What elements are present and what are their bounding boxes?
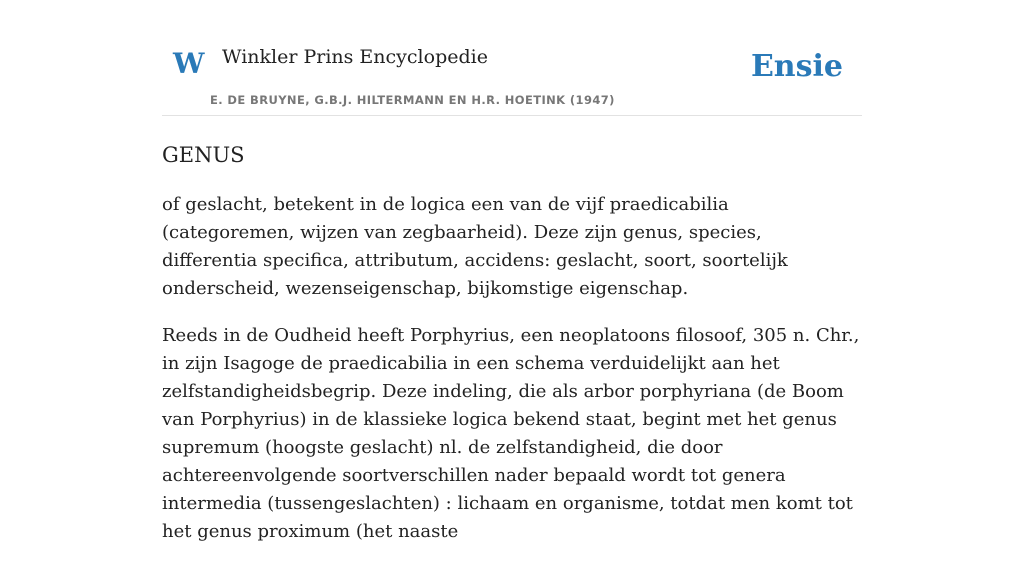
article-body (162, 191, 862, 546)
source-header (162, 0, 862, 116)
article-paragraph: of geslacht, betekent in de logica een van de vijf praedicabilia (categoremen, wijzen van zegbaarheid). Deze zijn genus, species, differentia specifica, attributum, accidens: geslacht, soort, soortelijk onderscheid, wezenseigenschap, bijkomstige eigenschap. (162, 194, 788, 300)
source-title[interactable]: Winkler Prins Encyclopedie (222, 46, 488, 68)
winkler-prins-logo: W (173, 47, 205, 80)
ensie-brand-link[interactable]: Ensie (750, 49, 843, 84)
article-headword: GENUS (162, 143, 245, 167)
article-paragraph: Reeds in de Oudheid heeft Porphyrius, een neoplatoons filosoof, 305 n. Chr., in zijn Isagoge de praedicabilia in een schema verduidelijkt aan het zelfstandigheidsbegrip. Deze indeling, die als arbor porphyriana (de Boom van Porphyrius) in de klassieke logica bekend staat, begint met het genus supremum (hoogste geslacht) nl. de zelfstandigheid, die door achtereenvolgende soortverschillen nader bepaald wordt tot genera intermedia (tussengeslachten) : lichaam en organisme, totdat men komt tot het genus proximum (het naaste (162, 325, 860, 543)
article-container (162, 0, 862, 565)
source-authors: E. DE BRUYNE, G.B.J. HILTERMANN EN H.R. HOETINK (1947) (210, 93, 615, 107)
